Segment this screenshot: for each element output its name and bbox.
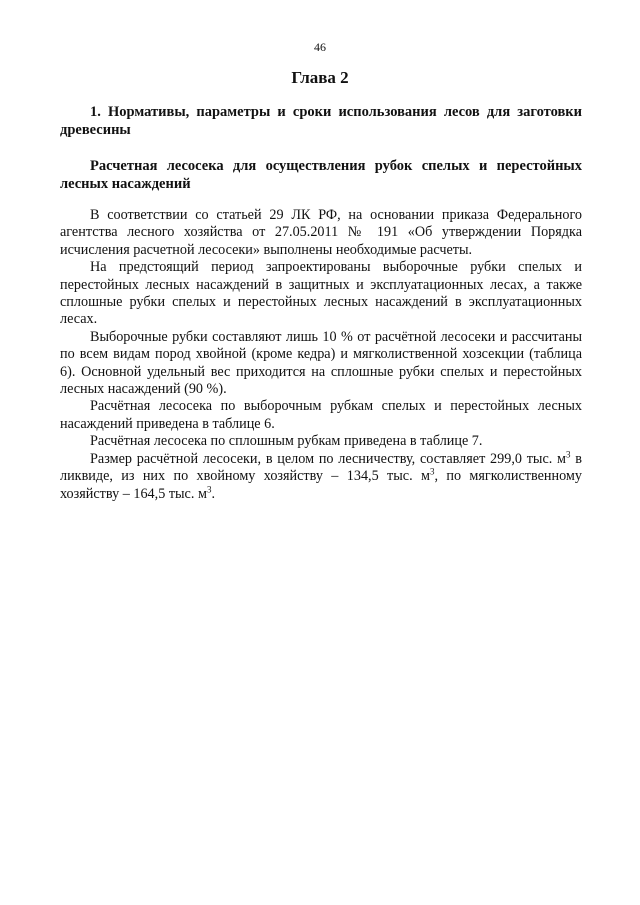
section-heading: 1. Нормативы, параметры и сроки использования лесов для заготовки древесины bbox=[60, 104, 582, 138]
page-number: 46 bbox=[314, 40, 326, 54]
paragraph: Выборочные рубки составляют лишь 10 % от расчётной лесосеки и рассчитаны по всем видам пород хвойной (кроме кедра) и мягколиственной хозсекции (таблица 6). Основной удельный вес приходится на сплошные рубки спелых и перестойных лесных насаждений (90 %). bbox=[60, 328, 582, 398]
superscript: 3 bbox=[566, 448, 571, 459]
subsection-heading: Расчетная лесосека для осуществления рубок спелых и перестойных лесных насаждений bbox=[60, 158, 582, 192]
paragraph: Расчётная лесосека по сплошным рубкам приведена в таблице 7. bbox=[90, 433, 483, 450]
text-fragment: . bbox=[211, 485, 215, 502]
body-text bbox=[60, 207, 582, 503]
paragraph: На предстоящий период запроектированы выборочные рубки спелых и перестойных лесных насаждений в защитных и эксплуатационных лесах, а также сплошные рубки спелых и перестойных лесных насаждений в эксплуатационных лесах. bbox=[60, 259, 582, 328]
paragraph: В соответствии со статьей 29 ЛК РФ, на основании приказа Федерального агентства лесного хозяйства от 27.05.2011 № 191 «Об утверждении Порядка исчисления расчетной лесосеки» выполнены необходимые расчеты. bbox=[60, 207, 582, 258]
paragraph: Расчётная лесосека по выборочным рубкам спелых и перестойных лесных насаждений приведена в таблице 6. bbox=[60, 398, 582, 432]
text-fragment: в ликвиде, из них по хвойному хозяйству – 134,5 тыс. м bbox=[60, 450, 583, 485]
chapter-title: Глава 2 bbox=[291, 68, 349, 87]
superscript: 3 bbox=[206, 483, 212, 494]
text-fragment: , по мягколиственному хозяйству – 164,5 тыс. м bbox=[60, 468, 582, 502]
superscript: 3 bbox=[429, 466, 435, 477]
paragraph-volume bbox=[60, 448, 583, 503]
text-fragment: Размер расчётной лесосеки, в целом по лесничеству, составляет 299,0 тыс. м bbox=[90, 450, 567, 467]
